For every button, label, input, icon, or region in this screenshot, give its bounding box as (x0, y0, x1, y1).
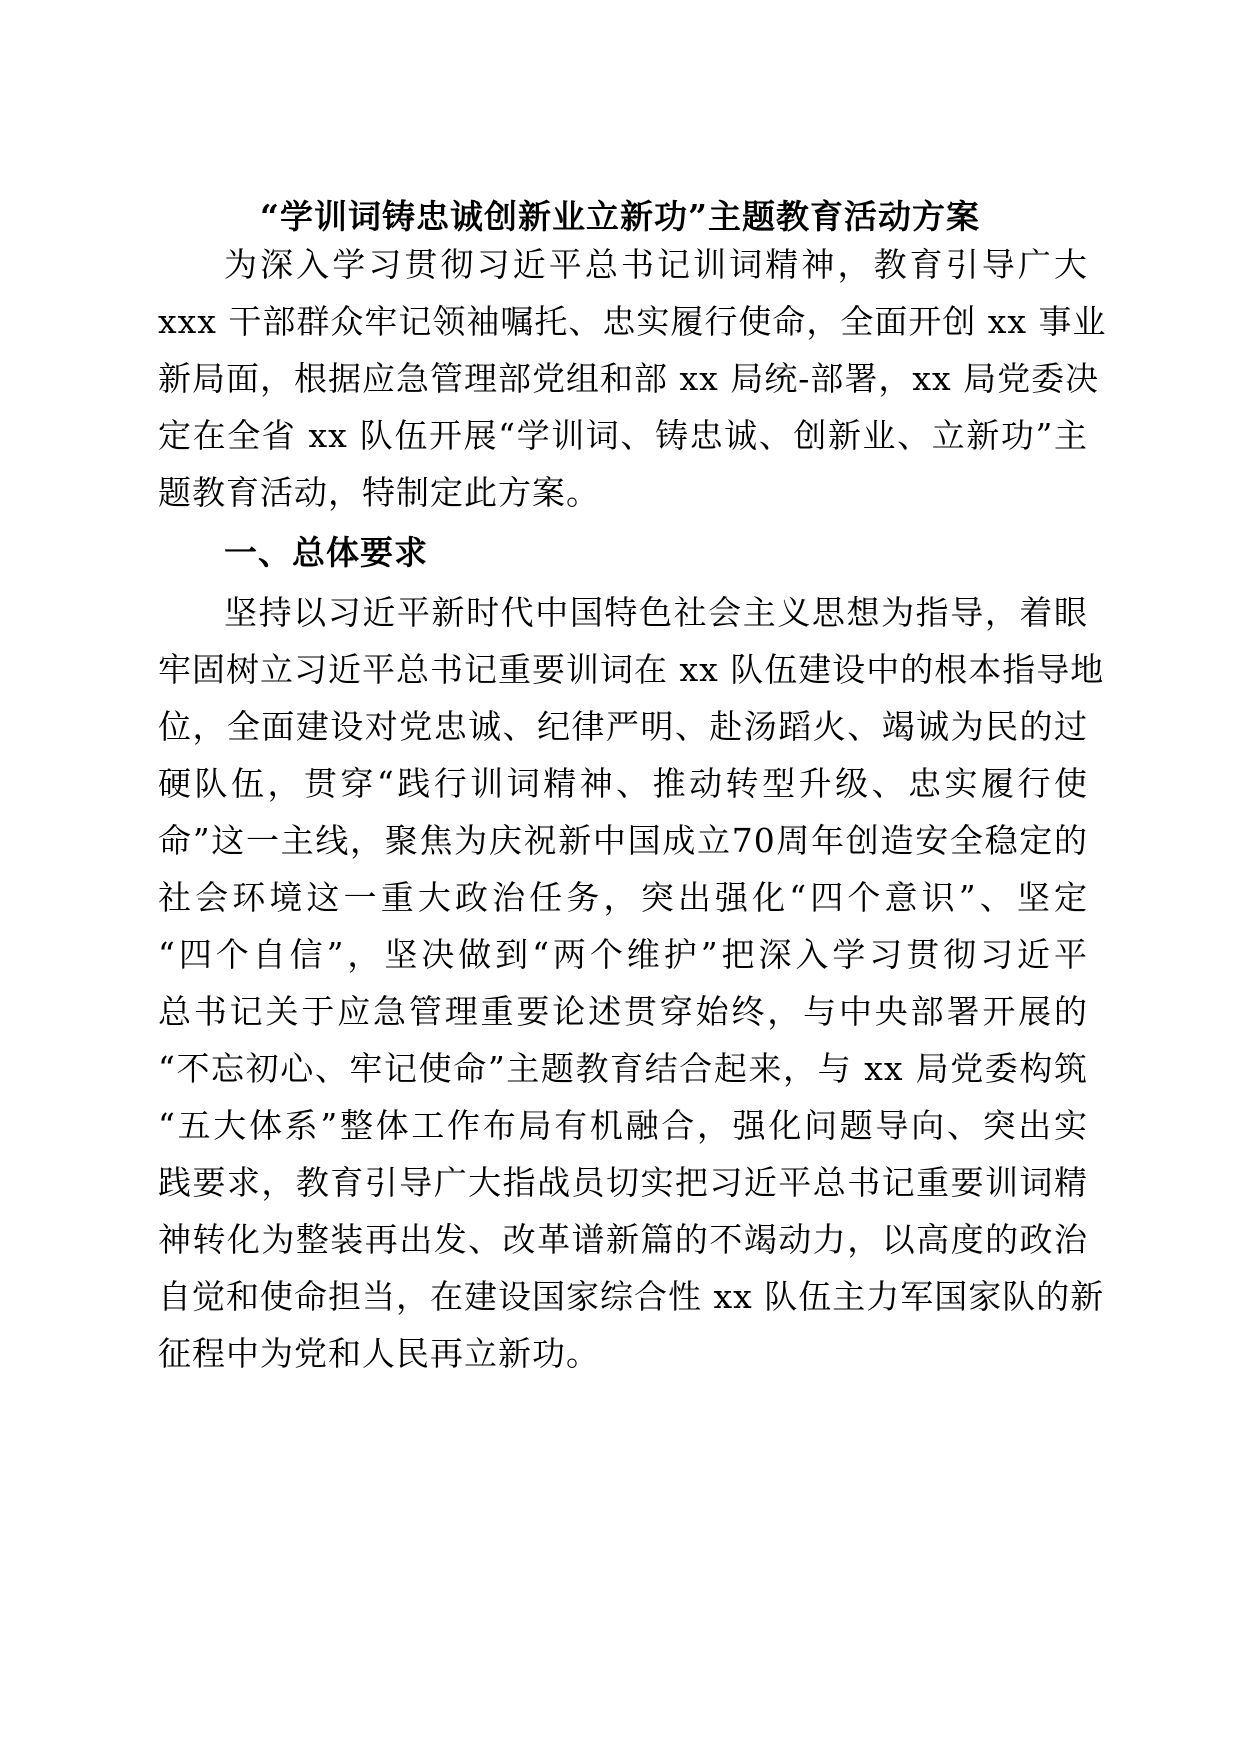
section1-line-9: “不忘初心、牢记使命”主题教育结合起来，与 xx 局党委构筑 (158, 1049, 1088, 1088)
section1-line-8: 总书记关于应急管理重要论述贯穿始终，与中央部署开展的 (158, 992, 1088, 1031)
section1-line-13: 自觉和使命担当，在建设国家综合性 xx 队伍主力军国家队的新 (158, 1277, 1105, 1316)
section1-line-12: 神转化为整装再出发、改革谱新篇的不竭动力，以高度的政治 (158, 1220, 1088, 1259)
intro-line-1: 为深入学习贯彻习近平总书记训词精神，教育引导广大 (224, 245, 1088, 284)
section1-line-5: 命”这一主线，聚焦为庆祝新中国成立70周年创造安全稳定的 (158, 821, 1088, 860)
section1-line-10: “五大体系”整体工作布局有机融合，强化问题导向、突出实 (158, 1106, 1088, 1145)
intro-line-2: xxx 干部群众牢记领袖嘱托、忠实履行使命，全面开创 xx 事业 (158, 302, 1107, 341)
intro-line-5: 题教育活动，特制定此方案。 (158, 473, 600, 512)
document-title: “学训词铸忠诚创新业立新功”主题教育活动方案 (260, 197, 980, 236)
section1-line-2: 牢固树立习近平总书记重要训词在 xx 队伍建设中的根本指导地 (158, 650, 1105, 689)
section1-line-6: 社会环境这一重大政治任务，突出强化“四个意识”、坚定 (158, 878, 1088, 917)
section1-line-11: 践要求，教育引导广大指战员切实把习近平总书记重要训词精 (158, 1163, 1088, 1202)
section1-line-4: 硬队伍，贯穿“践行训词精神、推动转型升级、忠实履行使 (158, 764, 1088, 803)
section1-line-1: 坚持以习近平新时代中国特色社会主义思想为指导，着眼 (224, 593, 1088, 632)
section-heading-overall-requirements: 一、总体要求 (224, 533, 428, 572)
section1-line-7: “四个自信”，坚决做到“两个维护”把深入学习贯彻习近平 (158, 935, 1088, 974)
intro-line-4: 定在全省 xx 队伍开展“学训词、铸忠诚、创新业、立新功”主 (158, 416, 1088, 455)
section1-line-3: 位，全面建设对党忠诚、纪律严明、赴汤蹈火、竭诚为民的过 (158, 707, 1088, 746)
section1-line-14: 征程中为党和人民再立新功。 (158, 1334, 600, 1373)
intro-line-3: 新局面，根据应急管理部党组和部 xx 局统-部署，xx 局党委决 (158, 359, 1100, 398)
